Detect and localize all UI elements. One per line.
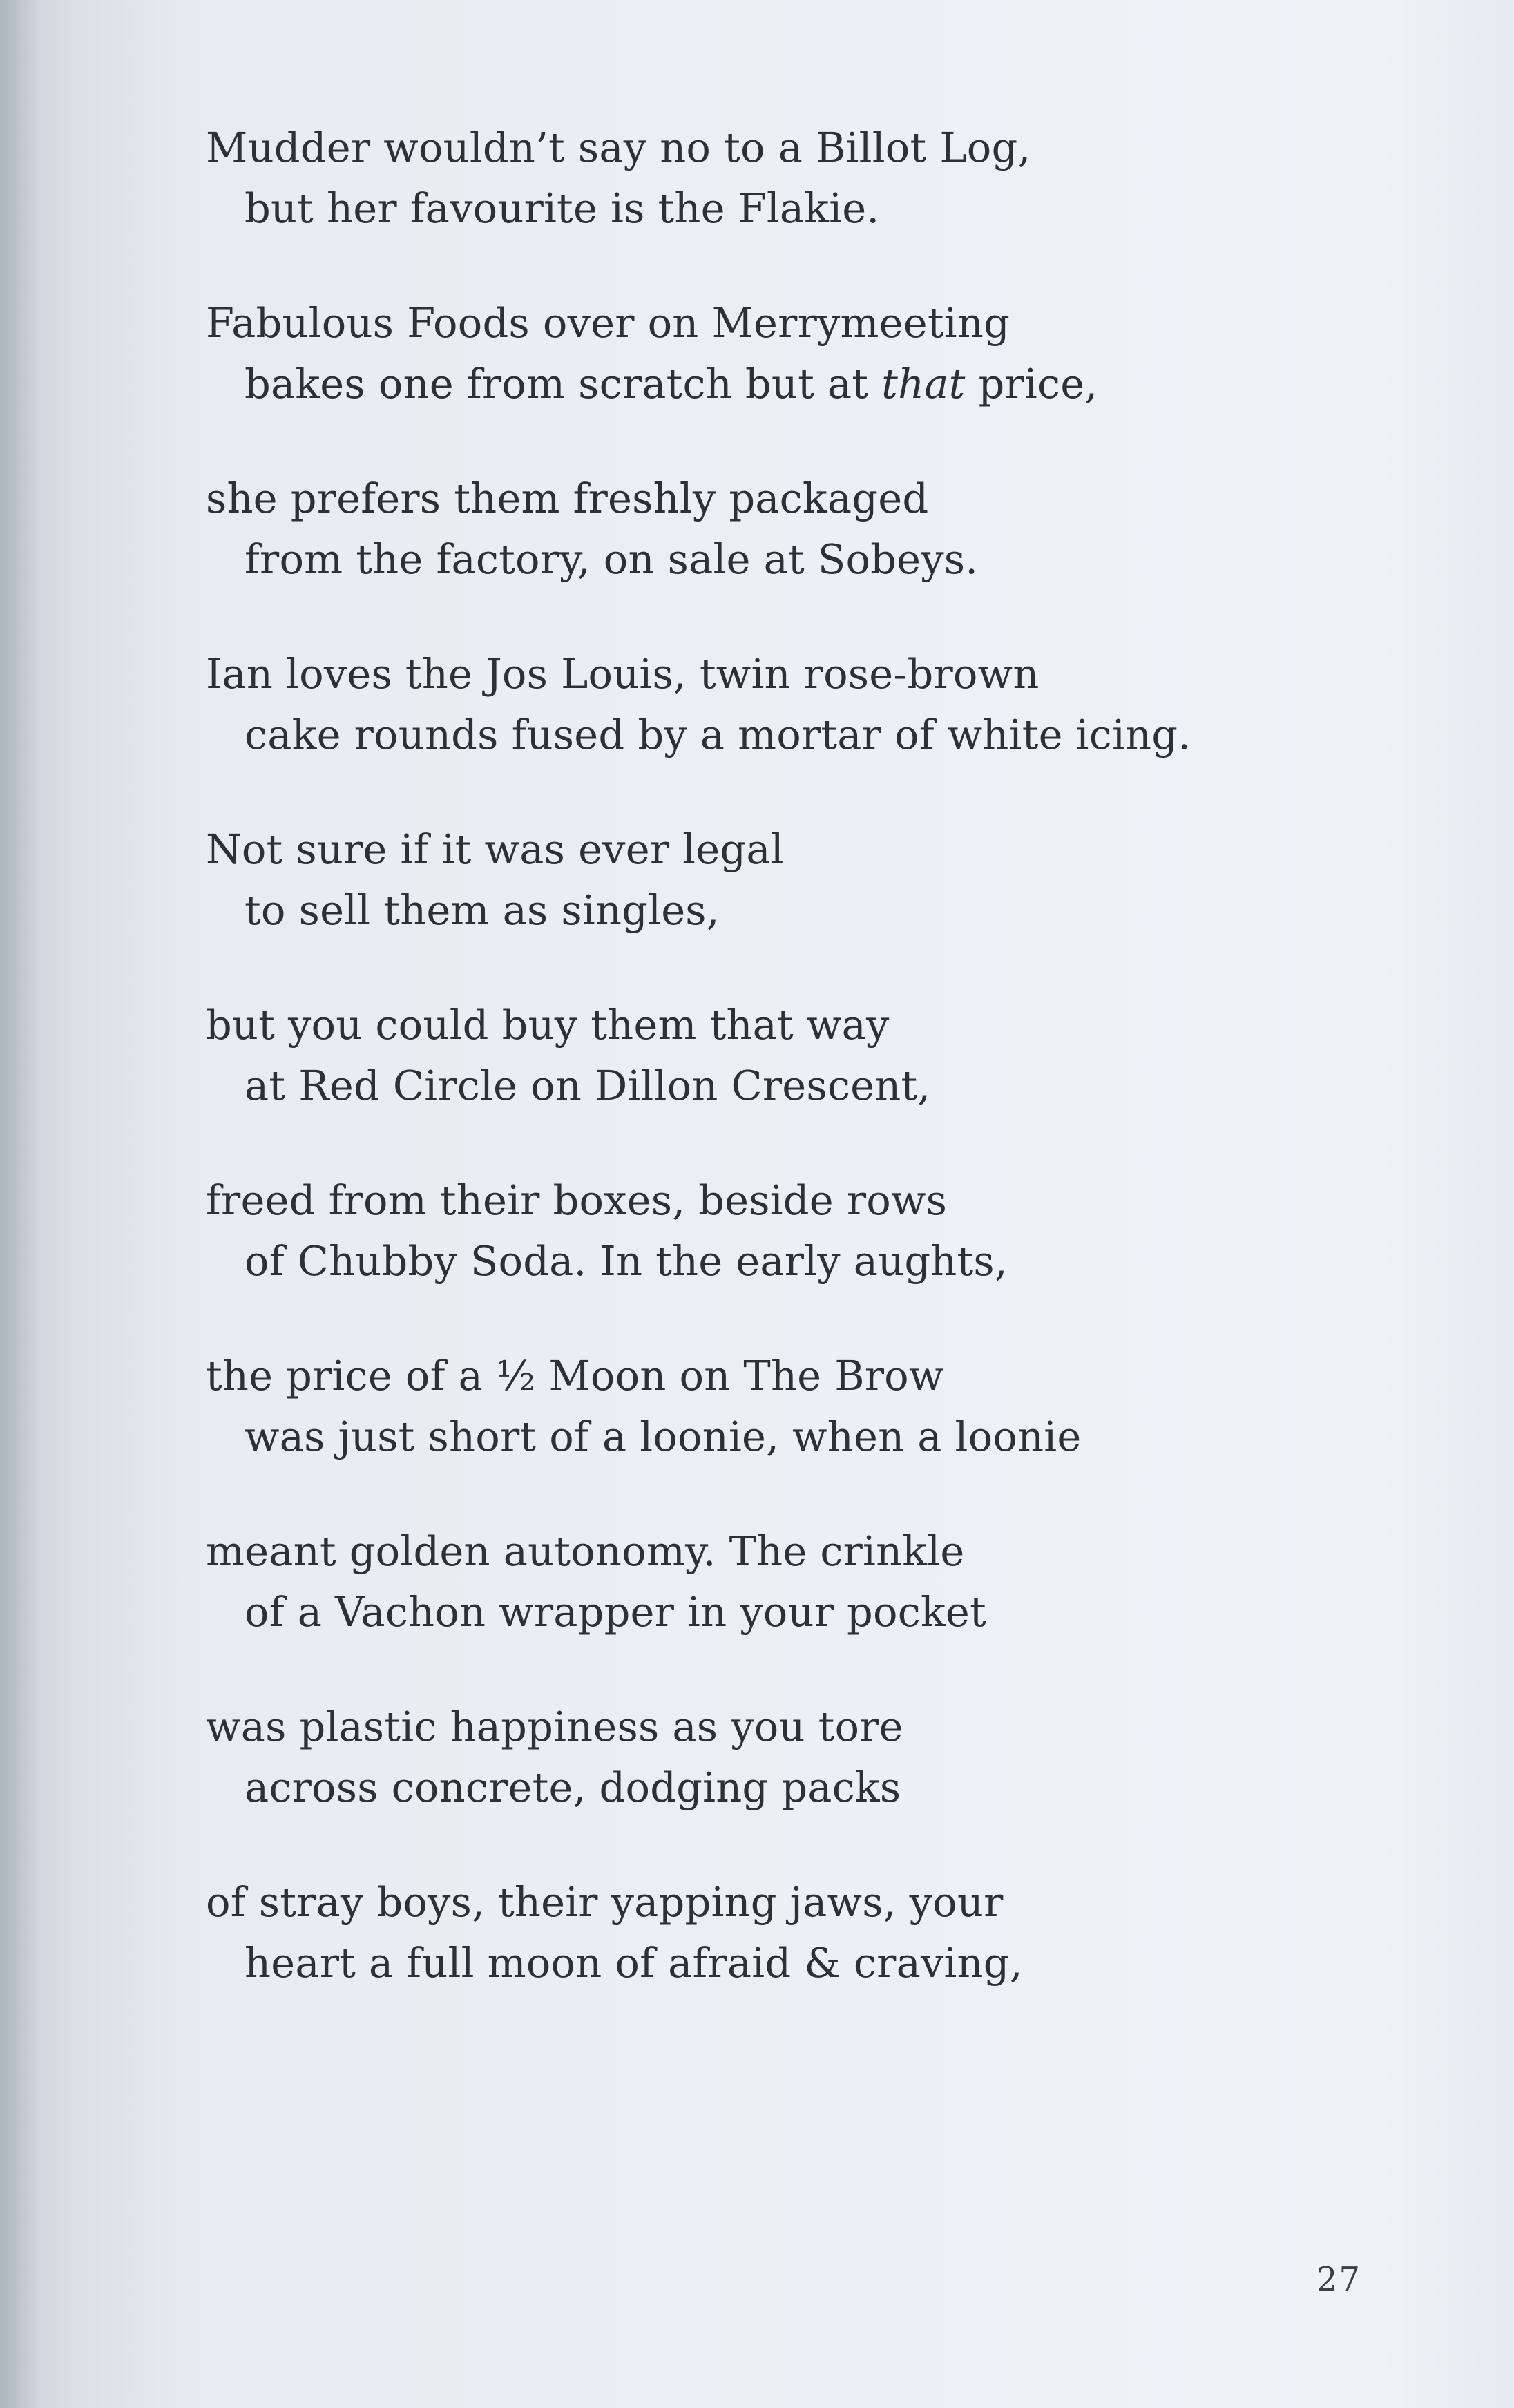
poem-line: Fabulous Foods over on Merrymeeting — [206, 299, 1010, 347]
poem-line: across concrete, dodging packs — [245, 1764, 901, 1811]
poem-line: heart a full moon of afraid & craving, — [245, 1939, 1023, 1987]
stanza-10 — [206, 1697, 1380, 1818]
stanza-7 — [206, 1170, 1380, 1292]
poem-line: Not sure if it was ever legal — [206, 825, 784, 873]
poem-line: to sell them as singles, — [245, 886, 720, 934]
stanza-5 — [206, 819, 1380, 941]
poem-line: meant golden autonomy. The crinkle — [206, 1527, 965, 1575]
stanza-2 — [206, 293, 1380, 414]
stanza-8 — [206, 1346, 1380, 1467]
stanza-11 — [206, 1872, 1380, 1994]
poem-line: Mudder wouldn’t say no to a Billot Log, — [206, 124, 1031, 171]
poem-line: from the factory, on sale at Sobeys. — [245, 535, 979, 583]
poem-body — [206, 117, 1380, 2047]
stanza-9 — [206, 1521, 1380, 1643]
emphasis-text: that — [881, 360, 966, 408]
poem-line: freed from their boxes, beside rows — [206, 1176, 948, 1224]
poem-line: was just short of a loonie, when a loonie — [245, 1413, 1082, 1460]
stanza-3 — [206, 468, 1380, 590]
poem-line: bakes one from scratch but at that price, — [245, 360, 1098, 408]
stanza-1 — [206, 117, 1380, 239]
poem-line: of a Vachon wrapper in your pocket — [245, 1588, 986, 1636]
poem-line: was plastic happiness as you tore — [206, 1703, 903, 1750]
poem-line: of stray boys, their yapping jaws, your — [206, 1878, 1004, 1926]
poem-line: but her favourite is the Flakie. — [245, 184, 880, 232]
poem-line: the price of a ½ Moon on The Brow — [206, 1352, 944, 1399]
page-number: 27 — [1316, 2260, 1362, 2299]
poem-line: she prefers them freshly packaged — [206, 475, 929, 522]
poem-line: Ian loves the Jos Louis, twin rose-brown — [206, 650, 1039, 698]
stanza-4 — [206, 644, 1380, 765]
stanza-6 — [206, 995, 1380, 1116]
poem-line: but you could buy them that way — [206, 1001, 890, 1049]
poem-line: cake rounds fused by a mortar of white icing. — [245, 711, 1191, 758]
poem-line: of Chubby Soda. In the early aughts, — [245, 1237, 1008, 1285]
poem-line: at Red Circle on Dillon Crescent, — [245, 1062, 931, 1109]
